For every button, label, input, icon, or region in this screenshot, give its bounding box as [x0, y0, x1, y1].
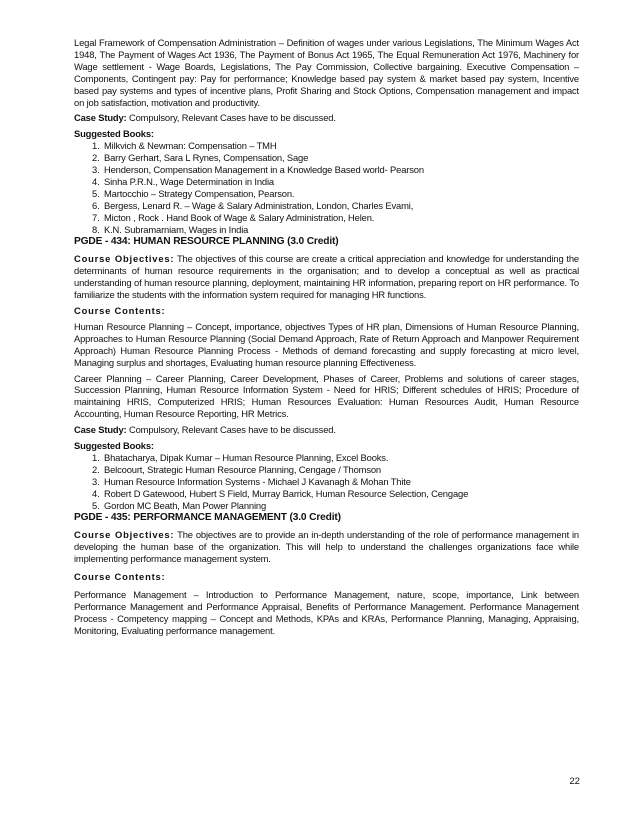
course-434-contents-p2: Career Planning – Career Planning, Career Development, Phases of Career, Problems and solutions of career stages, Succession Planning, Human Resource Information System - Need for HRIS; Different schedules of HRIS; Procedure of maintaining HRIS, Computerized HRIS; Human Resources Evaluation: Human Resources Audit, Human Resource Accounting, Human Resource Reporting, HR Metrics.: [74, 372, 579, 420]
course-435-contents-p1: Performance Management – Introduction to Performance Management, nature, scope, importance, Link between Performance Management and Performance Appraisal, Benefits of Performance Management. Performance Management Process - Competency mapping – Concept and Methods, KPAs and KRAs, Performance Planning, Managing, Appraising, Monitoring, Evaluating performance management.: [74, 589, 579, 636]
list-item: 5. Gordon MC Beath, Man Power Planning: [102, 500, 579, 512]
course-435-contents-label: Course Contents:: [74, 571, 166, 583]
list-item: 2. Belcoourt, Strategic Human Resource Planning, Cengage / Thomson: [102, 464, 579, 476]
case-study-text: Compulsory, Relevant Cases have to be discussed.: [126, 424, 336, 436]
objectives-label: Course Objectives:: [74, 253, 175, 265]
suggested-books-list-2: [74, 452, 579, 512]
document-page: [74, 37, 579, 637]
suggested-books-list-1: [74, 140, 579, 235]
course-435-objectives: [74, 529, 579, 565]
case-study-label: Case Study:: [74, 424, 127, 436]
page-number: 22: [569, 776, 580, 787]
case-study-2: [74, 424, 579, 436]
list-item: 6. Bergess, Lenard R. – Wage & Salary Administration, London, Charles Evami,: [102, 200, 579, 212]
suggested-books-label-1: Suggested Books:: [74, 128, 154, 140]
list-item: 4. Robert D Gatewood, Hubert S Field, Murray Barrick, Human Resource Selection, Cengage: [102, 488, 579, 500]
objectives-text: The objectives of this course are create a critical appreciation and knowledge for understanding the determinants of human resource requirements in the organisation; and to develop a conceptual as well as practical understanding of human resource planning, deployment, maintaining HR information, preparing report on HR performance. To familiarize the students with the information system required for managing HR functions.: [74, 253, 579, 301]
course-434-heading: PGDE - 434: HUMAN RESOURCE PLANNING (3.0 Credit): [74, 235, 339, 247]
course-434-contents-label: Course Contents:: [74, 305, 166, 317]
list-item: 3. Henderson, Compensation Management in a Knowledge Based world- Pearson: [102, 164, 579, 176]
list-item: 5. Martocchio – Strategy Compensation, Pearson.: [102, 188, 579, 200]
list-item: 4. Sinha P.R.N., Wage Determination in India: [102, 176, 579, 188]
list-item: 1. Bhatacharya, Dipak Kumar – Human Resource Planning, Excel Books.: [102, 452, 579, 464]
case-study-label: Case Study:: [74, 112, 127, 124]
list-item: 7. Micton , Rock . Hand Book of Wage & Salary Administration, Helen.: [102, 212, 579, 224]
case-study-1: [74, 112, 579, 124]
course-435-heading: PGDE - 435: PERFORMANCE MANAGEMENT (3.0 Credit): [74, 511, 341, 523]
list-item: 1. Milkvich & Newman: Compensation – TMH: [102, 140, 579, 152]
case-study-text: Compulsory, Relevant Cases have to be discussed.: [126, 112, 336, 124]
objectives-label: Course Objectives:: [74, 529, 175, 541]
list-item: 2. Barry Gerhart, Sara L Rynes, Compensation, Sage: [102, 152, 579, 164]
list-item: 8. K.N. Subramarniam, Wages in India: [102, 224, 579, 236]
list-item: 3. Human Resource Information Systems - Michael J Kavanagh & Mohan Thite: [102, 476, 579, 488]
course-434-contents-p1: Human Resource Planning – Concept, importance, objectives Types of HR plan, Dimensions of Human Resource Planning, Approaches to Human Resource Planning (Social Demand Approach, Rate of Return Approach and Manpower Requirement Approach) Human Resource Planning Process - Methods of demand forecasting and supply forecasting at micro level, Managing surplus and shortages, Evaluating human resource planning Effectiveness.: [74, 320, 579, 368]
intro-paragraph: Legal Framework of Compensation Administration – Definition of wages under various Legislations, The Minimum Wages Act 1948, The Payment of Wages Act 1936, The Payment of Bonus Act 1965, The Equal Remuneration Act 1976, Machinery for Wage settlement - Wage Boards, Legislations, The Pay Commission, Collective bargaining. Executive Compensation – Components, Contingent pay: Pay for performance; Knowledge based pay system & market based pay system, Incentive based pay systems and types of incentive plans, Profit Sharing and Stock Options, Compensation management and impact on job satisfaction, motivation and productivity.: [74, 37, 579, 108]
course-434-objectives: [74, 253, 579, 301]
objectives-text: The objectives are to provide an in-depth understanding of the role of performance management in developing the human base of the organization. This will help to understand the challenges organizations face while implementing performance management system.: [74, 529, 579, 565]
suggested-books-label-2: Suggested Books:: [74, 440, 154, 452]
